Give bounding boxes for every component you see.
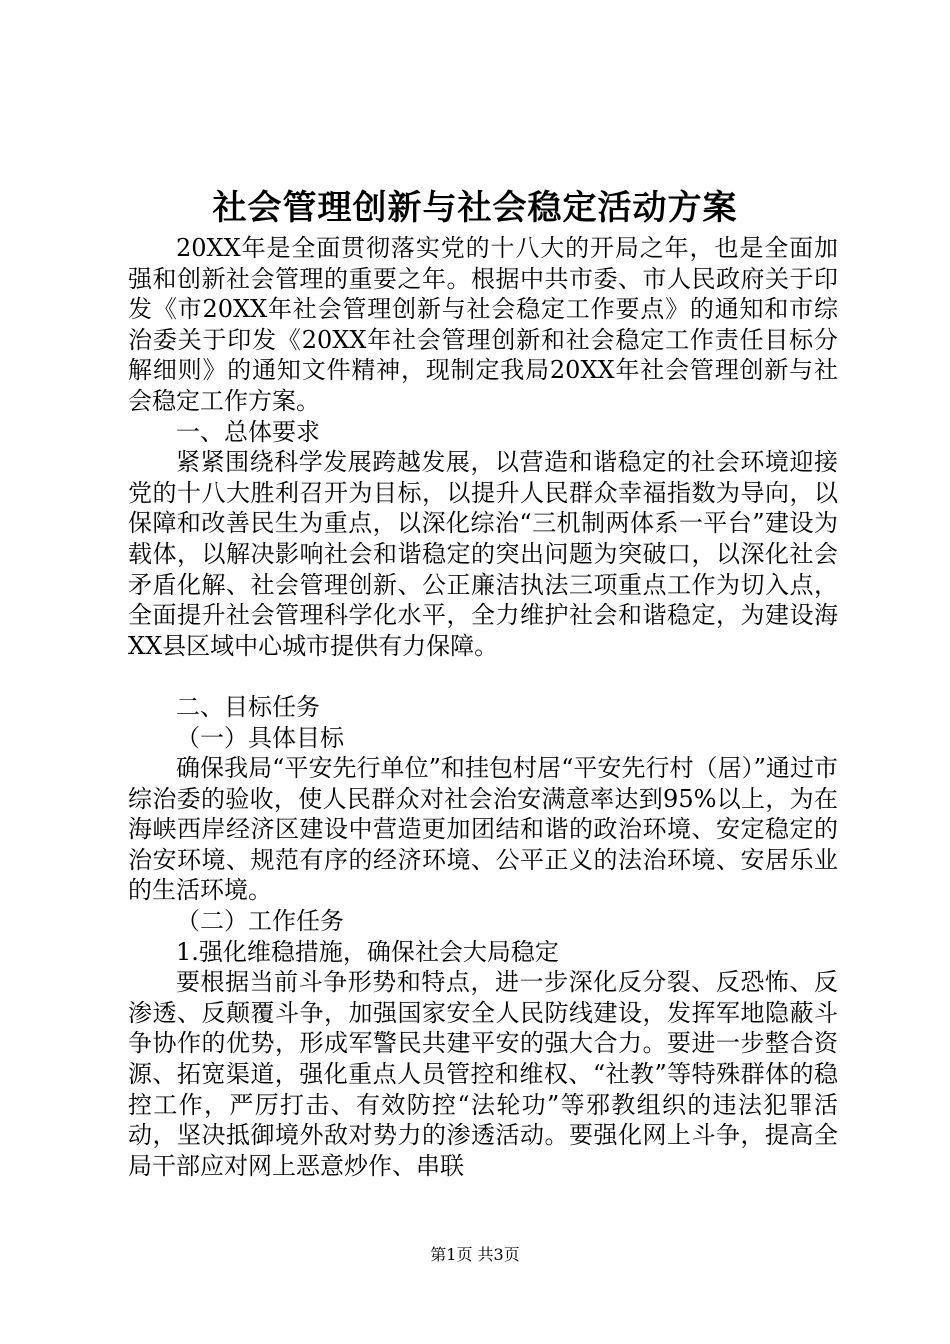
section-heading-goals-tasks: 二、目标任务 [176,692,320,721]
subheading-work-tasks: （二）工作任务 [176,907,344,936]
blank-line [128,661,838,692]
page-footer: 第1页 共3页 [430,1245,520,1264]
paragraph-intro: 20XX年是全面贯彻落实党的十八大的开局之年，也是全面加强和创新社会管理的重要之年。根据中共市委、市人民政府关于印发《市20XX年社会管理创新与社会稳定工作要点》的通知和市综治委关于印发《20XX年社会管理创新和社会稳定工作责任目标分解细则》的通知文件精神，现制定我局20XX年社会管理创新与社会稳定工作方案。 [128,234,838,415]
document-title: 社会管理创新与社会稳定活动方案 [212,188,738,228]
paragraph-general-requirements: 紧紧围绕科学发展跨越发展，以营造和谐稳定的社会环境迎接党的十八大胜利召开为目标，以提升人民群众幸福指数为导向，以保障和改善民生为重点，以深化综治“三机制两体系一平台”建设为载体，以解决影响社会和谐稳定的突出问题为突破口，以深化社会矛盾化解、社会管理创新、公正廉洁执法三项重点工作为切入点，全面提升社会管理科学化水平，全力维护社会和谐稳定，为建设海XX县区域中心城市提供有力保障。 [128,448,838,660]
section-heading-general-requirements: 一、总体要求 [176,417,320,446]
paragraph-specific-goals: 确保我局“平安先行单位”和挂包村居“平安先行村（居）”通过市综治委的验收，使人民群众对社会治安满意率达到95%以上，为在海峡西岸经济区建设中营造更加团结和谐的政治环境、安定稳定的治安环境、规范有序的经济环境、公平正义的法治环境、安居乐业的生活环境。 [128,754,838,905]
document-body [128,233,838,1181]
paragraph-stability-measures: 要根据当前斗争形势和特点，进一步深化反分裂、反恐怖、反渗透、反颠覆斗争，加强国家安全人民防线建设，发挥军地隐蔽斗争协作的优势，形成军警民共建平安的强大合力。要进一步整合资源、拓宽渠道，强化重点人员管控和维权、“社教”等特殊群体的稳控工作，严厉打击、有效防控“法轮功”等邪教组织的违法犯罪活动，坚决抵御境外敌对势力的渗透活动。要强化网上斗争，提高全局干部应对网上恶意炒作、串联 [128,968,838,1180]
subheading-specific-goals: （一）具体目标 [176,723,344,752]
item-heading-stability-measures: 1.强化维稳措施，确保社会大局稳定 [176,937,559,966]
